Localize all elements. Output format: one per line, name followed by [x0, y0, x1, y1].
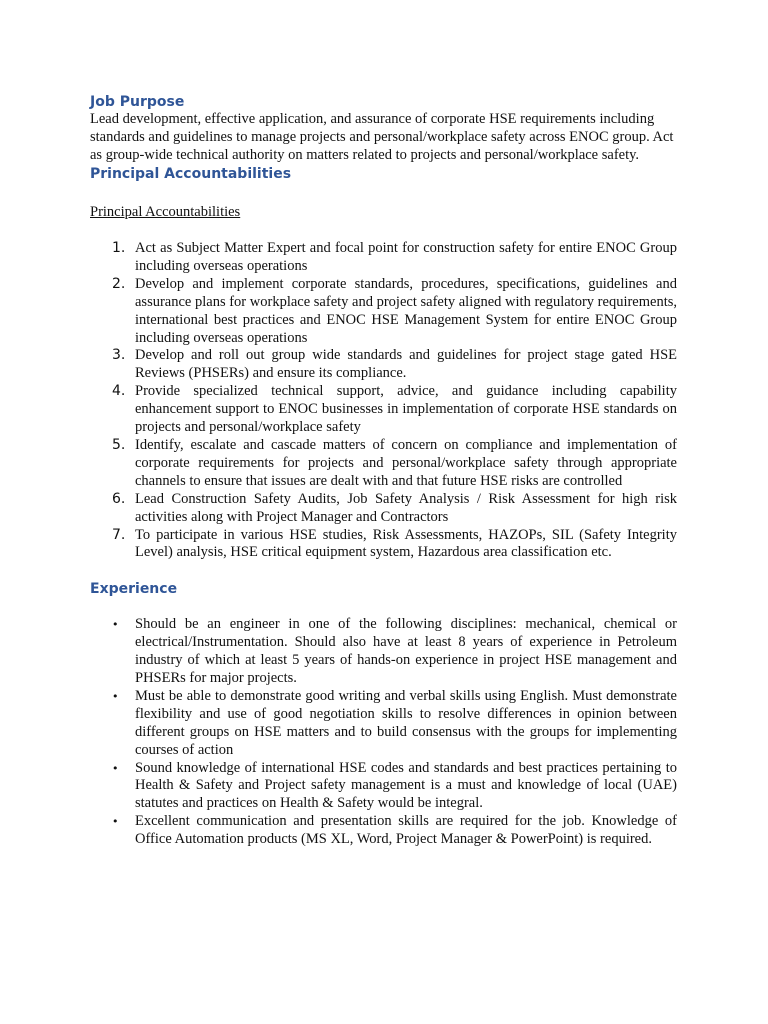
list-number: 4.: [112, 383, 126, 400]
list-item: [90, 688, 677, 760]
list-item: [90, 527, 677, 563]
principal-accountabilities-heading: Principal Accountabilities: [90, 166, 292, 182]
list-text: To participate in various HSE studies, Risk Assessments, HAZOPs, SIL (Safety Integrity Level) analysis, HSE critical equipment system, Hazardous area classification etc.: [135, 526, 677, 561]
list-text: Develop and roll out group wide standards and guidelines for project stage gated HSE Reviews (PHSERs) and ensure its compliance.: [135, 347, 677, 382]
list-item: [90, 491, 677, 527]
bullet-icon: •: [112, 761, 119, 775]
list-item: [90, 616, 677, 688]
list-text: Act as Subject Matter Expert and focal point for construction safety for entire ENOC Group including overseas operations: [135, 240, 677, 274]
list-text-emphasis: projects and personal/workplace safety: [308, 454, 549, 471]
list-text: Lead Construction Safety Audits, Job Safety Analysis / Risk Assessment for high risk activities along with Project Manager and Contractors: [135, 490, 677, 525]
list-number: 1.: [112, 240, 126, 256]
bullet-icon: •: [112, 689, 119, 703]
bullet-icon: •: [112, 815, 119, 829]
list-number: 3.: [112, 347, 126, 364]
job-purpose-heading: Job Purpose: [90, 94, 185, 110]
bullet-icon: •: [112, 618, 119, 632]
list-text: Sound knowledge of international HSE codes and standards and best practices pertaining to Health & Safety and Project safety management is a must and knowledge of local (UAE) statutes and practices on Health & Safety would be integral.: [135, 759, 677, 812]
list-number: 7.: [112, 526, 126, 543]
list-item: [90, 383, 677, 437]
list-item: [90, 240, 677, 276]
principal-accountabilities-subtitle: Principal Accountabilities: [90, 204, 241, 220]
list-number: 5.: [112, 436, 126, 453]
list-item: [90, 760, 677, 814]
list-text: Provide specialized technical support, advice, and guidance including capability enhancement support to ENOC businesses in implementation of corporate HSE standards on projects and personal/workplace safety: [135, 383, 677, 436]
list-item: [90, 276, 677, 348]
list-text: through appropriate channels to ensure that issues are dealt with and that future HSE risks are controlled: [135, 454, 677, 489]
list-text: Should be an engineer in one of the following disciplines: mechanical, chemical or electrical/Instrumentation. Should also have at least 8 years of experience in Petroleum industry of which at least 5 years of hands-on experience in project HSE management and PHSERs for major projects.: [135, 616, 677, 687]
list-text: Identify, escalate and cascade matters of concern on compliance and implementation of corporate requirements for: [135, 436, 677, 471]
experience-list: [90, 616, 677, 849]
experience-heading: Experience: [90, 581, 178, 598]
list-item: [90, 347, 677, 383]
document-page: [90, 90, 677, 849]
list-item: [90, 437, 677, 491]
accountabilities-list: [90, 240, 677, 562]
list-number: 2.: [112, 275, 126, 292]
list-text: Must be able to demonstrate good writing and verbal skills using English. Must demonstrate flexibility and use of good negotiation skills to resolve differences in opinion between different groups on HSE matters and to build consensus with the groups for implementing courses of action: [135, 687, 677, 758]
list-number: 6.: [112, 490, 126, 507]
list-item: [90, 813, 677, 849]
list-text: Excellent communication and presentation skills are required for the job. Knowledge of Office Automation products (MS XL, Word, Project Manager & PowerPoint) is required.: [135, 813, 677, 848]
list-text: Develop and implement corporate standards, procedures, specifications, guidelines and assurance plans for workplace safety and project safety aligned with regulatory requirements, international best practices and ENOC HSE Management System for entire ENOC Group including overseas operations: [135, 275, 677, 346]
job-purpose-text: Lead development, effective application, and assurance of corporate HSE requirements including standards and guidelines to manage projects and personal/workplace safety across ENOC group. Act as group-wide technical authority on matters related to projects and personal/workplace safety.: [90, 111, 674, 163]
